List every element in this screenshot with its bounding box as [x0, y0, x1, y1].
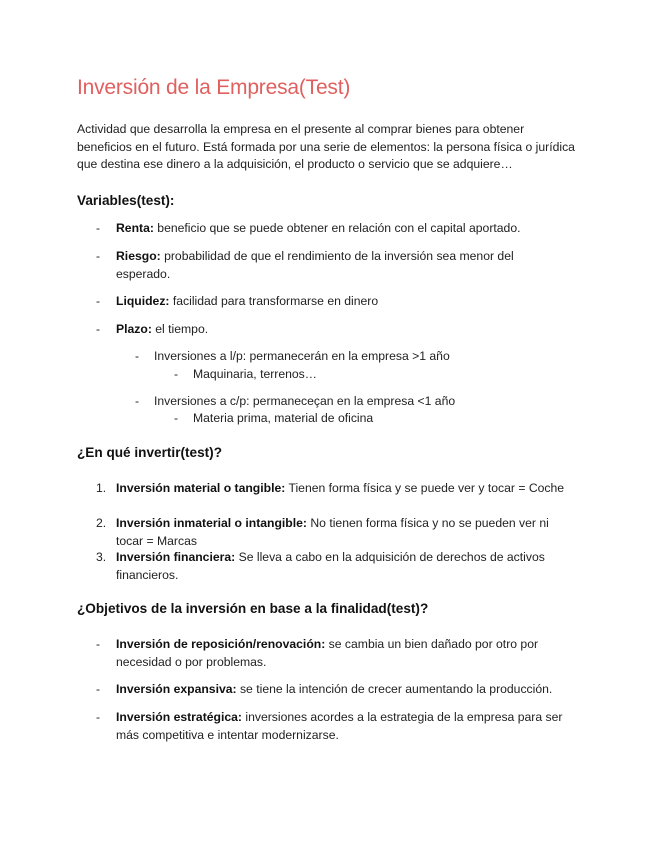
- item-text: inversiones acordes a la estrategia de la empresa para ser más competitiva e intentar modernizarse.: [116, 710, 563, 742]
- item-term: Plazo:: [116, 322, 152, 336]
- item-number: 1.: [96, 481, 107, 495]
- dash-bullet: -: [96, 249, 101, 263]
- item-text: Tienen forma física y se puede ver y tocar = Coche: [285, 481, 565, 495]
- sub-sub-list-item: [174, 410, 374, 428]
- item-term: Inversión de reposición/renovación:: [116, 637, 326, 651]
- dash-bullet: -: [135, 394, 140, 408]
- list-item: [96, 293, 586, 311]
- item-text: beneficio que se puede obtener en relación con el capital aportado.: [153, 221, 521, 235]
- list-item: [96, 709, 571, 744]
- item-term: Inversión estratégica:: [116, 710, 242, 724]
- sub-item-text: Inversiones a c/p: permaneceçan en la empresa <1 año: [154, 394, 456, 408]
- dash-bullet: -: [135, 349, 140, 363]
- dash-bullet: -: [174, 411, 179, 425]
- item-number: 3.: [96, 550, 107, 564]
- sub-list-item: [135, 393, 456, 411]
- item-text: Se lleva a cabo en la adquisición de derechos de activos financieros.: [116, 550, 545, 582]
- sub-item-text: Inversiones a l/p: permanecerán en la empresa >1 año: [154, 349, 450, 363]
- intro-paragraph: Actividad que desarrolla la empresa en el presente al comprar bienes para obtener beneficios en el futuro. Está formada por una serie de elementos: la persona física o jurídica que destina ese dinero a la adquisición, el producto o servicio que se adquiere…: [77, 122, 575, 171]
- numbered-item: [96, 549, 571, 584]
- item-term: Riesgo:: [116, 249, 161, 263]
- section-heading-invertir: ¿En qué invertir(test)?: [77, 445, 223, 460]
- dash-bullet: -: [96, 710, 101, 724]
- list-item: [96, 248, 566, 283]
- item-term: Liquidez:: [116, 294, 170, 308]
- item-text: se cambia un bien dañado por otro por necesidad o por problemas.: [116, 637, 539, 669]
- sub-list-item: [135, 348, 450, 366]
- dash-bullet: -: [96, 322, 101, 336]
- item-text: probabilidad de que el rendimiento de la inversión sea menor del esperado.: [116, 249, 514, 281]
- item-term: Inversión material o tangible:: [116, 481, 286, 495]
- item-term: Inversión expansiva:: [116, 682, 237, 696]
- dash-bullet: -: [96, 294, 101, 308]
- dash-bullet: -: [96, 682, 101, 696]
- list-item: [96, 220, 586, 238]
- dash-bullet: -: [96, 637, 101, 651]
- list-item: [96, 636, 571, 671]
- item-number: 2.: [96, 516, 107, 530]
- sub-item-text: Materia prima, material de oficina: [193, 411, 374, 425]
- dash-bullet: -: [174, 367, 179, 381]
- list-item: [96, 681, 586, 699]
- item-term: Inversión inmaterial o intangible:: [116, 516, 307, 530]
- section-heading-objetivos: ¿Objetivos de la inversión en base a la finalidad(test)?: [77, 601, 429, 616]
- item-text: No tienen forma física y no se pueden ver ni tocar = Marcas: [116, 516, 549, 548]
- sub-item-text: Maquinaria, terrenos…: [193, 367, 317, 381]
- section-heading-variables: Variables(test):: [77, 193, 175, 208]
- sub-sub-list-item: [174, 366, 317, 384]
- document-title: Inversión de la Empresa(Test): [77, 76, 351, 99]
- item-term: Renta:: [116, 221, 154, 235]
- numbered-item: [96, 480, 571, 498]
- item-text: facilidad para transformarse en dinero: [169, 294, 379, 308]
- item-text: el tiempo.: [151, 322, 209, 336]
- list-item: [96, 321, 586, 339]
- item-text: se tiene la intención de crecer aumentando la producción.: [236, 682, 553, 696]
- dash-bullet: -: [96, 221, 101, 235]
- item-term: Inversión financiera:: [116, 550, 236, 564]
- numbered-item: [96, 515, 576, 550]
